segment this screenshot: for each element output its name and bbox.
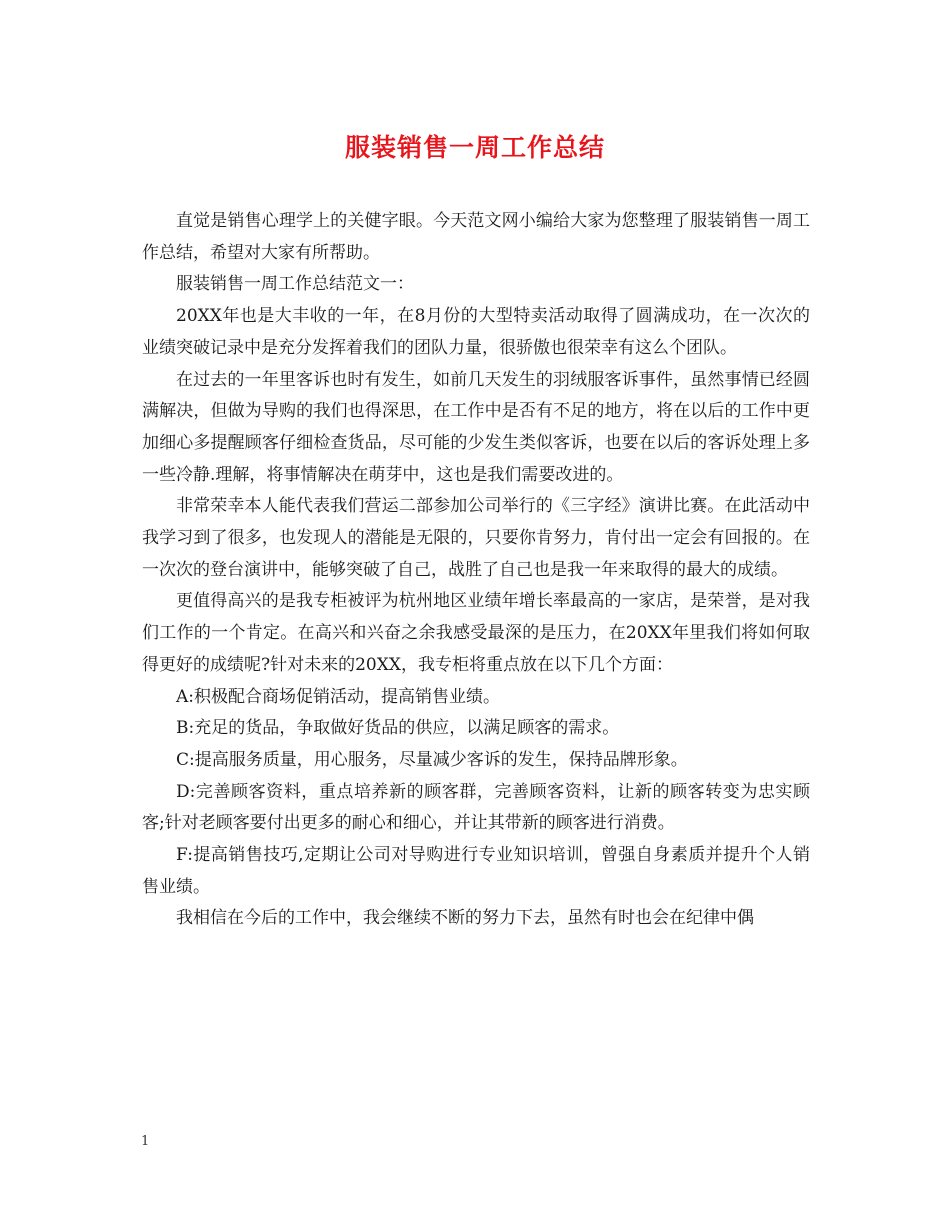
paragraph: 服装销售一周工作总结范文一： [176, 274, 414, 295]
paragraph: 直觉是销售心理学上的关健字眼。今天范文网小编给大家为您整理了服装销售一周工作总结，希望对大家有所帮助。 [142, 211, 810, 263]
list-item: C:提高服务质量，用心服务，尽量减少客诉的发生，保持品牌形象。 [176, 749, 688, 770]
list-item: A:积极配合商场促销活动，提高销售业绩。 [176, 686, 501, 707]
page-number: 1 [141, 1134, 150, 1149]
paragraph: 在过去的一年里客诉也时有发生，如前几天发生的羽绒服客诉事件，虽然事情已经圆满解决，但做为导购的我们也得深思，在工作中是否有不足的地方，将在以后的工作中更加细心多提醒顾客仔细检查货品，尽可能的少发生类似客诉，也要在以后的客诉处理上多一些冷静.理解，将事情解决在萌芽中，这也是我们需要改进的。 [142, 369, 810, 485]
paragraph: 非常荣幸本人能代表我们营运二部参加公司举行的《三字经》演讲比赛。在此活动中我学习到了很多，也发现人的潜能是无限的，只要你肯努力，肯付出一定会有回报的。在一次次的登台演讲中，能够突破了自己，战胜了自己也是我一年来取得的最大的成绩。 [142, 496, 810, 580]
document-title: 服装销售一周工作总结 [344, 133, 605, 162]
paragraph: 20XX年也是大丰收的一年，在8月份的大型特卖活动取得了圆满成功，在一次次的业绩突破记录中是充分发挥着我们的团队力量，很骄傲也很荣幸有这么个团队。 [142, 306, 810, 358]
list-item: B:充足的货品，争取做好货品的供应，以满足顾客的需求。 [176, 718, 620, 739]
list-item: F:提高销售技巧,定期让公司对导购进行专业知识培训，曾强自身素质并提升个人销售业绩。 [142, 845, 810, 897]
list-item: D:完善顾客资料，重点培养新的顾客群，完善顾客资料，让新的顾客转变为忠实顾客;针对老顾客要付出更多的耐心和细心，并让其带新的顾客进行消费。 [142, 781, 810, 834]
document-body [142, 206, 810, 935]
paragraph: 更值得高兴的是我专柜被评为杭州地区业绩年增长率最高的一家店，是荣誉，是对我们工作的一个肯定。在高兴和兴奋之余我感受最深的是压力，在20XX年里我们将如何取得更好的成绩呢?针对未来的20XX，我专柜将重点放在以下几个方面： [142, 591, 810, 675]
paragraph: 我相信在今后的工作中，我会继续不断的努力下去，虽然有时也会在纪律中偶 [176, 908, 754, 929]
